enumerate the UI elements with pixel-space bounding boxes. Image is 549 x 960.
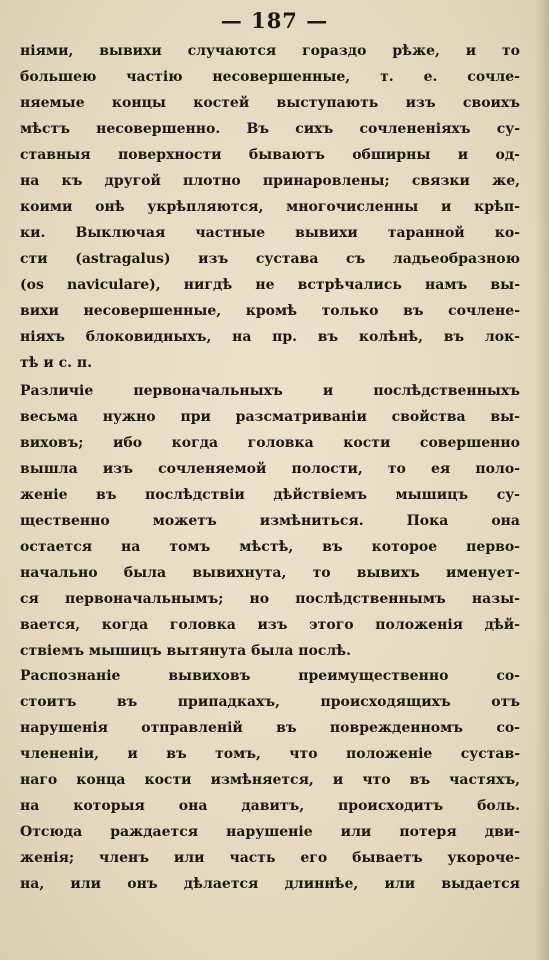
- text-line: ніяхъ блоковидныхъ, на пр. въ колѣнѣ, въ лок-: [20, 329, 520, 345]
- text-line: весьма нужно при разсматриваніи свойства вы-: [20, 409, 520, 425]
- text-line: тѣ и с. п.: [20, 355, 93, 371]
- text-line: сти (astragalus) изъ сустава съ ладьеобразною: [20, 251, 520, 267]
- text-line: женія; членъ или часть его бываетъ укороче-: [20, 850, 520, 866]
- text-line: наго конца кости измѣняется, и что въ частяхъ,: [20, 772, 520, 788]
- text-line: (os naviculare), нигдѣ не встрѣчались намъ вы-: [20, 277, 520, 293]
- text-line: вышла изъ сочленяемой полости, то ея поло-: [20, 461, 520, 477]
- text-line: ся первоначальнымъ; но послѣдственнымъ назы-: [20, 591, 520, 607]
- text-line: нарушенія отправленій въ поврежденномъ со-: [20, 720, 520, 736]
- text-line: щественно можетъ измѣниться. Пока она: [20, 513, 520, 529]
- text-line: на, или онъ дѣлается длиннѣе, или выдается: [20, 876, 520, 892]
- paragraph-2: [20, 378, 520, 664]
- text-line: большею частію несовершенные, т. е. сочле-: [20, 69, 520, 85]
- text-line: стоитъ въ припадкахъ, происходящихъ отъ: [20, 694, 520, 710]
- text-line: Распознаніе вывиховъ преимущественно со-: [20, 668, 520, 684]
- text-line: вихи несовершенные, кромѣ только въ сочлене-: [20, 303, 520, 319]
- text-line: виховъ; ибо когда головка кости совершенно: [20, 435, 520, 451]
- text-line: ставныя поверхности бываютъ обширны и од-: [20, 147, 520, 163]
- text-line: Отсюда раждается нарушеніе или потеря дви-: [20, 824, 520, 840]
- text-line: на которыя она давитъ, происходитъ боль.: [20, 798, 520, 814]
- text-line: женіе въ послѣдствіи дѣйствіемъ мышицъ су-: [20, 487, 520, 503]
- paragraph-1: [20, 38, 520, 376]
- text-line: мѣстъ несовершенно. Въ сихъ сочлененіяхъ су-: [20, 121, 520, 137]
- text-line: вается, когда головка изъ этого положенія дѣй-: [20, 617, 520, 633]
- text-line: коими онѣ укрѣпляются, многочисленны и крѣп-: [20, 199, 520, 215]
- text-line: няемые концы костей выступають изъ своихъ: [20, 95, 520, 111]
- text-line: члененіи, и въ томъ, что положеніе сустав-: [20, 746, 520, 762]
- text-line: ніями, вывихи случаются гораздо рѣже, и то: [20, 43, 520, 59]
- text-line: на къ другой плотно принаровлены; связки же,: [20, 173, 520, 189]
- text-line: ки. Выключая частные вывихи таранной ко-: [20, 225, 520, 241]
- paragraph-3: [20, 663, 520, 897]
- page-number: — 187 —: [220, 8, 329, 33]
- text-line: остается на томъ мѣстѣ, въ которое перво-: [20, 539, 520, 555]
- text-line: ствіемъ мышицъ вытянута была послѣ.: [20, 643, 352, 659]
- page-edge-shadow: [535, 0, 549, 960]
- text-line: Различіе первоначальныхъ и послѣдственныхъ: [20, 383, 520, 399]
- text-line: начально была вывихнута, то вывихъ именует-: [20, 565, 520, 581]
